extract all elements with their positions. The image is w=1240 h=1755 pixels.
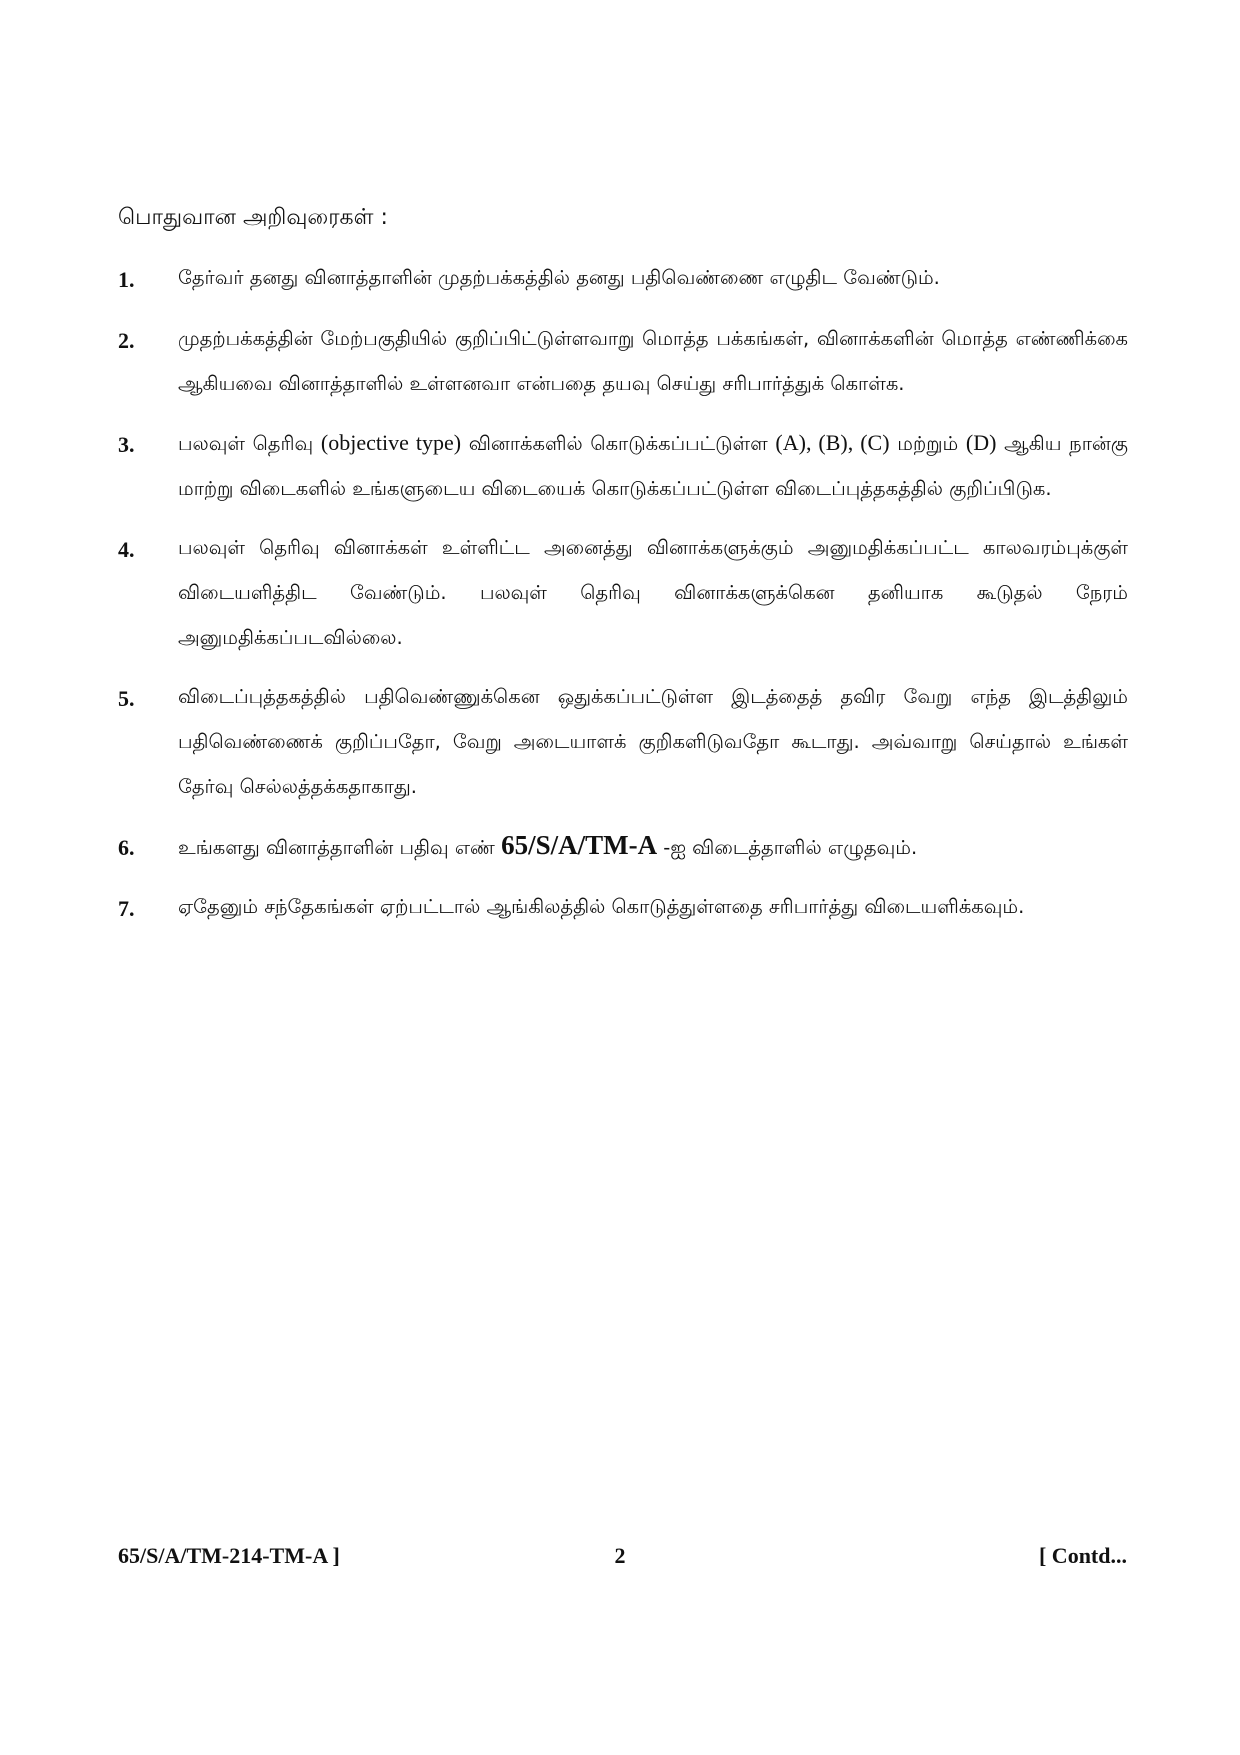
instruction-number: 7. (118, 896, 135, 921)
instructions-list (118, 255, 1128, 945)
instruction-number: 2. (118, 328, 135, 353)
instruction-number: 6. (118, 835, 135, 860)
instruction-item (118, 316, 1128, 406)
instruction-text-part: உங்களது வினாத்தாளின் பதிவு எண் (178, 836, 495, 859)
instruction-text-part: வினாக்களில் கொடுக்கப்பட்டுள்ள (468, 432, 768, 455)
option-letters: (A), (B), (C) (775, 430, 890, 455)
instruction-item (118, 525, 1128, 660)
instruction-item (118, 674, 1128, 809)
instruction-number: 5. (118, 686, 135, 711)
instruction-text-part: ஆகிய நான்கு மாற்று விடைகளில் உங்களுடைய விடையைக் கொடுக்கப்பட்டுள்ள விடைப்புத்தகத்தில் குறிப்பிடுக. (178, 432, 1129, 500)
footer-paper-code: 65/S/A/TM-214-TM-A ] (118, 1543, 340, 1568)
instruction-text: விடைப்புத்தகத்தில் பதிவெண்ணுக்கென ஒதுக்கப்பட்டுள்ள இடத்தைத் தவிர வேறு எந்த இடத்திலும் பதிவெண்ணைக் குறிப்பதோ, வேறு அடையாளக் குறிகளிடுவதோ கூடாது. அவ்வாறு செய்தால் உங்கள் தேர்வு செல்லத்தக்கதாகாது. (178, 685, 1128, 798)
instruction-item (118, 823, 1128, 870)
objective-type-label: (objective type) (320, 430, 462, 455)
instruction-text (178, 420, 1128, 511)
instruction-text-part: பலவுள் தெரிவு (178, 432, 314, 455)
instruction-text-part: மற்றும் (897, 432, 959, 455)
instruction-text-part: -ஐ விடைத்தாளில் எழுதவும். (663, 836, 918, 859)
option-letter-d: (D) (965, 430, 997, 455)
continued-label: [ Contd... (1038, 1543, 1127, 1568)
instruction-text (178, 823, 1128, 870)
page-number: 2 (614, 1543, 626, 1568)
instruction-item (118, 255, 1128, 302)
instruction-number: 3. (118, 432, 135, 457)
instruction-text: முதற்பக்கத்தின் மேற்பகுதியில் குறிப்பிட்டுள்ளவாறு மொத்த பக்கங்கள், வினாக்களின் மொத்த எண்ணிக்கை ஆகியவை வினாத்தாளில் உள்ளனவா என்பதை தயவு செய்து சரிபார்த்துக் கொள்க. (178, 327, 1128, 395)
instruction-item (118, 420, 1128, 511)
instructions-heading: பொதுவான அறிவுரைகள் : (118, 205, 388, 230)
instruction-item (118, 884, 1128, 931)
instruction-text: பலவுள் தெரிவு வினாக்கள் உள்ளிட்ட அனைத்து வினாக்களுக்கும் அனுமதிக்கப்பட்ட காலவரம்புக்குள் விடையளித்திட வேண்டும். பலவுள் தெரிவு வினாக்களுக்கென தனியாக கூடுதல் நேரம் அனுமதிக்கப்படவில்லை. (178, 536, 1128, 649)
instruction-text: ஏதேனும் சந்தேகங்கள் ஏற்பட்டால் ஆங்கிலத்தில் கொடுத்துள்ளதை சரிபார்த்து விடையளிக்கவும். (178, 895, 1025, 918)
instruction-text: தேர்வர் தனது வினாத்தாளின் முதற்பக்கத்தில் தனது பதிவெண்ணை எழுதிட வேண்டும். (178, 266, 940, 289)
instruction-number: 1. (118, 267, 135, 292)
question-paper-code: 65/S/A/TM-A (501, 830, 658, 860)
instruction-number: 4. (118, 537, 135, 562)
